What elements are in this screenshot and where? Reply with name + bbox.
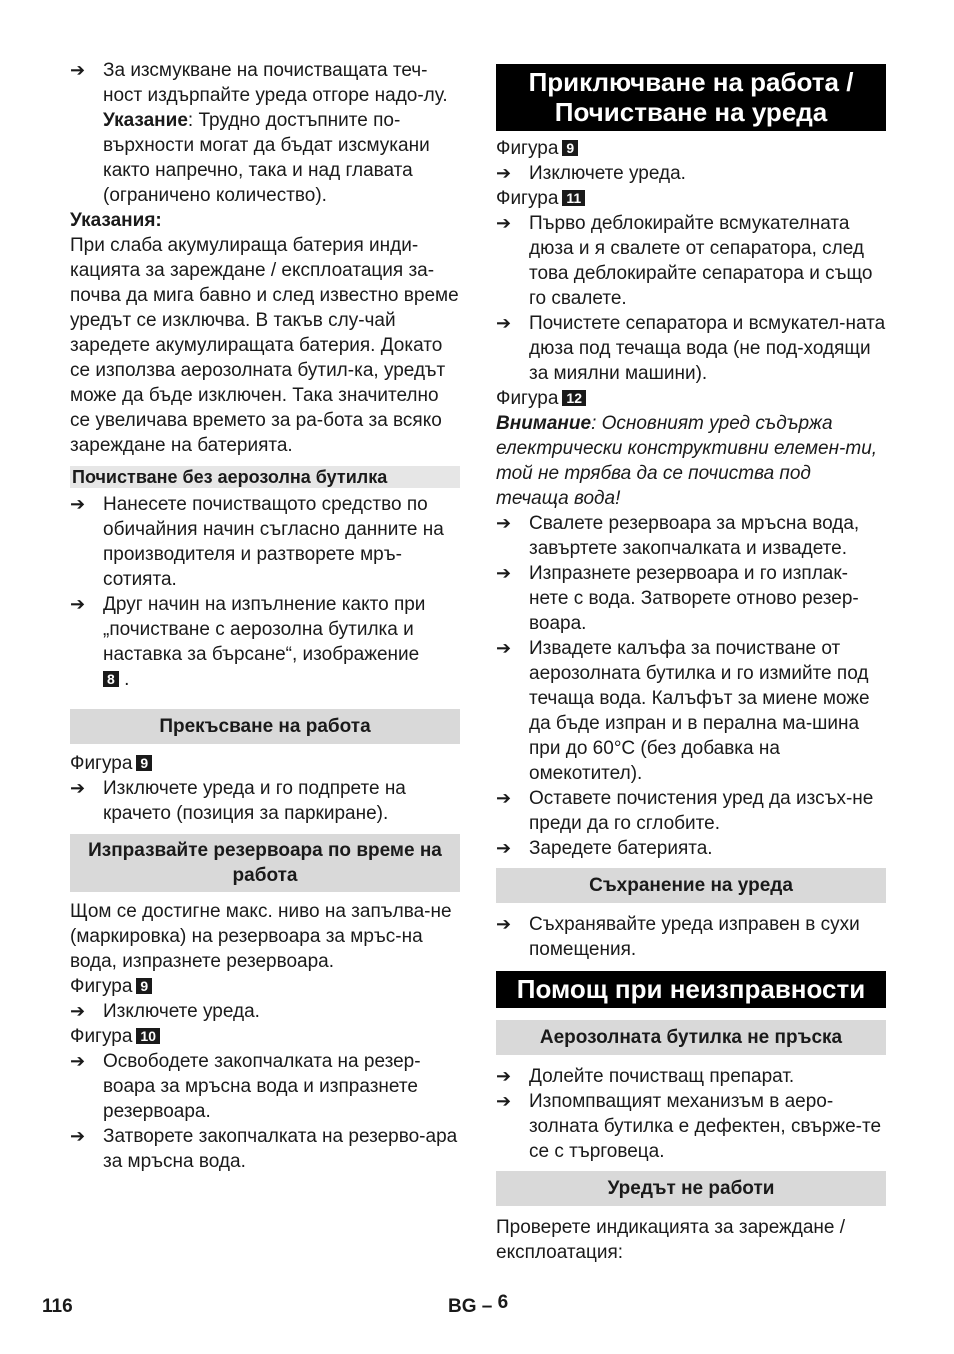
notes-label: Указания:: [70, 210, 162, 231]
notes-text: При слаба акумулираща батерия инди-кацията за зареждане / експлоатация за-почва да мига бавно и след известно време уредът се изключва. В такъв слу-чай заредете акумулиращата батерия. Докато се използва аерозолната бутил-ка, уредът може да бъде изключен. Така значително се увеличава времето за ра-бота за всяко зареждане на батерията.: [70, 235, 459, 456]
heading-storage: Съхранение на уреда: [496, 868, 886, 903]
figure-badge: 9: [136, 755, 152, 771]
step: ➔ Първо деблокирайте всмукателната дюза и я свалете от сепаратора, след това деблокирайте сепаратора и също го свалете.: [496, 213, 873, 309]
step: ➔ Изключете уреда и го подпрете на крачето (позиция за паркиране).: [70, 778, 406, 824]
heading-empty-tank: Изпразвайте резервоара по време на работа: [70, 834, 460, 892]
arrow-right-icon: ➔: [496, 163, 512, 183]
figure-badge: 12: [562, 390, 586, 406]
heading-clean-no-spray: Почистване без аерозолна бутилка: [70, 466, 460, 488]
step: ➔ Изключете уреда.: [496, 163, 686, 184]
empty-text: Щом се достигне макс. ниво на запълва-не (маркировка) на резервоара за мръс-на вода, изпразнете резервоара.: [70, 901, 452, 972]
step: ➔ Почистете сепаратора и всмукател-ната дюза под течаща вода (не под-ходящи за миялни машини).: [496, 313, 886, 384]
figure-ref: Фигура 10: [70, 1024, 460, 1049]
footer-section: BG – 6: [448, 1292, 509, 1317]
arrow-right-icon: ➔: [496, 914, 512, 934]
figure-badge: 11: [562, 190, 585, 206]
figure-ref: Фигура 9: [70, 974, 460, 999]
page-number: 116: [42, 1296, 73, 1317]
step: ➔ Долейте почистващ препарат.: [496, 1066, 795, 1087]
step: ➔ Изключете уреда.: [70, 1001, 260, 1022]
step: ➔ За изсмукване на почистващата теч-ност издърпайте уреда отгоре надо-лу.: [70, 60, 448, 106]
arrow-right-icon: ➔: [496, 313, 512, 333]
arrow-right-icon: ➔: [70, 494, 86, 514]
arrow-right-icon: ➔: [496, 513, 512, 533]
step: ➔ Извадете калъфа за почистване от аерозолната бутилка и го измийте под течаща вода. Калъфът за миене може да бъде изпран и в перална ма-шина при до 60°C (без добавка на омекотител).: [496, 638, 870, 784]
arrow-right-icon: ➔: [496, 1091, 512, 1111]
arrow-right-icon: ➔: [70, 778, 86, 798]
heading-not-working: Уредът не работи: [496, 1171, 886, 1206]
arrow-right-icon: ➔: [70, 1001, 86, 1021]
arrow-right-icon: ➔: [496, 213, 512, 233]
figure-ref: Фигура 11: [496, 186, 886, 211]
step: ➔ Свалете резервоара за мръсна вода, завъртете закопчалката и извадете.: [496, 513, 860, 559]
arrow-right-icon: ➔: [496, 838, 512, 858]
figure-ref: Фигура 12: [496, 386, 886, 411]
step: ➔ Друг начин на изпълнение както при „почистване с аерозолна бутилка и наставка за бърсане“, изображение 8 .: [70, 594, 426, 690]
step: ➔ Оставете почистения уред да изсъх-не преди да го сглобите.: [496, 788, 874, 834]
heading-spray-fail: Аерозолната бутилка не пръска: [496, 1020, 886, 1055]
heading-finish-clean: Приключване на работа / Почистване на уреда: [496, 64, 886, 131]
figure-ref: Фигура 9: [70, 751, 460, 776]
arrow-right-icon: ➔: [70, 594, 86, 614]
right-column: [496, 64, 886, 1265]
arrow-right-icon: ➔: [496, 788, 512, 808]
step: ➔ Затворете закопчалката на резерво-ара за мръсна вода.: [70, 1126, 458, 1172]
arrow-right-icon: ➔: [70, 1051, 86, 1071]
figure-badge: 9: [562, 140, 578, 156]
arrow-right-icon: ➔: [70, 1126, 86, 1146]
note: Указание: Трудно достъпните по-върхности могат да бъдат изсмукани както напречно, така и над главата (ограничено количество).: [103, 110, 430, 206]
arrow-right-icon: ➔: [70, 60, 86, 80]
figure-badge: 8: [103, 671, 119, 687]
warning: Внимание: Основният уред съдържа електрически конструктивни елемен-ти, той не трябва да се почиства под течаща вода!: [496, 413, 878, 509]
step: ➔ Изпомпващият механизъм в аеро-золната бутилка е дефектен, свърже-те се с търговеца.: [496, 1091, 882, 1162]
arrow-right-icon: ➔: [496, 1066, 512, 1086]
arrow-right-icon: ➔: [496, 638, 512, 658]
figure-badge: 10: [136, 1028, 160, 1044]
heading-interrupt: Прекъсване на работа: [70, 709, 460, 744]
step: ➔ Нанесете почистващото средство по обичайния начин съгласно данните на производителя и разтворете мръ-сотията.: [70, 494, 444, 590]
step: ➔ Съхранявайте уреда изправен в сухи помещения.: [496, 914, 860, 960]
step: ➔ Изпразнете резервоара и го изплак-нете с вода. Затворете отново резер-воара.: [496, 563, 859, 634]
not-working-text: Проверете индикацията за зареждане / експлоатация:: [496, 1217, 846, 1263]
arrow-right-icon: ➔: [496, 563, 512, 583]
figure-ref: Фигура 9: [496, 136, 886, 161]
figure-badge: 9: [136, 978, 152, 994]
step: ➔ Освободете закопчалката на резер-воара за мръсна вода и изпразнете резервоара.: [70, 1051, 421, 1122]
left-column: [70, 58, 460, 1174]
heading-troubleshooting: Помощ при неизправности: [496, 971, 886, 1008]
step: ➔ Заредете батерията.: [496, 838, 713, 859]
